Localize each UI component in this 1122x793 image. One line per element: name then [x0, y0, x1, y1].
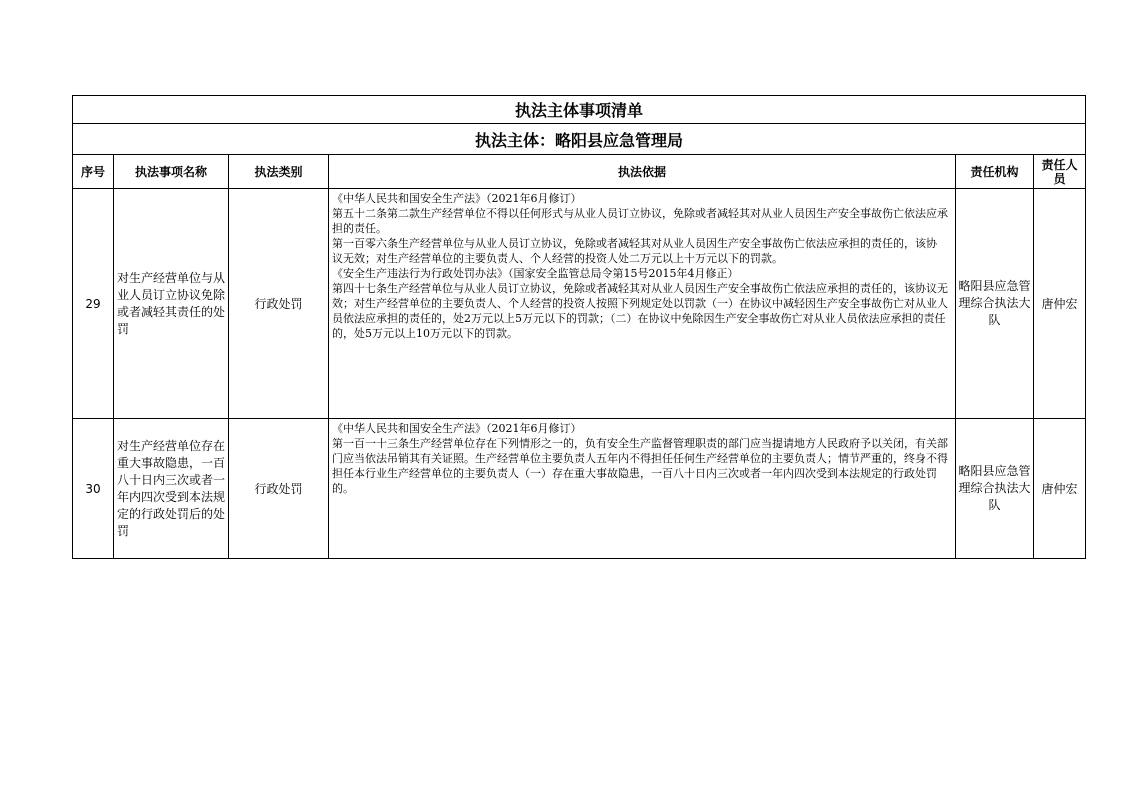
table-header-row — [73, 155, 1086, 189]
enforcement-list-table — [72, 95, 1086, 559]
row-person: 唐仲宏 — [1034, 419, 1086, 559]
table-row — [73, 419, 1086, 559]
row-item-name: 对生产经营单位与从业人员订立协议免除或者减轻其责任的处罚 — [114, 189, 229, 419]
basis-line: 《中华人民共和国安全生产法》（2021年6月修订） — [332, 422, 582, 435]
row-no: 30 — [73, 419, 114, 559]
page-subtitle: 执法主体：略阳县应急管理局 — [73, 124, 1086, 155]
basis-line: 《安全生产违法行为行政处罚办法》（国家安全监管总局令第15号2015年4月修正） — [332, 267, 739, 280]
row-org: 略阳县应急管理综合执法大队 — [956, 189, 1034, 419]
row-item-name: 对生产经营单位存在重大事故隐患，一百八十日内三次或者一年内四次受到本法规定的行政处罚后的处罚 — [114, 419, 229, 559]
row-type: 行政处罚 — [229, 419, 329, 559]
row-no: 29 — [73, 189, 114, 419]
header-basis: 执法依据 — [329, 155, 956, 189]
row-basis — [329, 189, 956, 419]
row-person: 唐仲宏 — [1034, 189, 1086, 419]
header-type: 执法类别 — [229, 155, 329, 189]
header-name: 执法事项名称 — [114, 155, 229, 189]
row-org: 略阳县应急管理综合执法大队 — [956, 419, 1034, 559]
basis-line: 第一百零六条生产经营单位与从业人员订立协议，免除或者减轻其对从业人员因生产安全事故伤亡依法应承担的责任的，该协 — [332, 237, 937, 250]
header-org: 责任机构 — [956, 155, 1034, 189]
basis-line: 《中华人民共和国安全生产法》（2021年6月修订） — [332, 192, 582, 205]
table-row — [73, 189, 1086, 419]
row-type: 行政处罚 — [229, 189, 329, 419]
basis-line: 第五十二条第二款生产经营单位不得以任何形式与从业人员订立协议，免除或者减轻其对从业人员因生产安全事故伤亡依法应承担的责任。 — [332, 207, 948, 235]
row-basis — [329, 419, 956, 559]
basis-line: 第四十七条生产经营单位与从业人员订立协议，免除或者减轻其对从业人员因生产安全事故伤亡依法应承担的责任的，该协议无效；对生产经营单位的主要负责人、个人经营的投资人按照下列规定处以罚款（一）在协议中减轻因生产安全事故伤亡对从业人员依法应承担的责任的，处2万元以上5万元以下的罚款；（二）在协议中免除因生产安全事故伤亡对从业人员依法应承担的责任的，处5万元以上10万元以下的罚款。 — [332, 282, 948, 340]
header-person: 责任人员 — [1034, 155, 1086, 189]
page-title: 执法主体事项清单 — [73, 96, 1086, 124]
basis-line: 议无效；对生产经营单位的主要负责人、个人经营的投资人处二万元以上十万元以下的罚款。 — [332, 252, 783, 265]
header-no: 序号 — [73, 155, 114, 189]
basis-line: 第一百一十三条生产经营单位存在下列情形之一的，负有安全生产监督管理职责的部门应当提请地方人民政府予以关闭，有关部门应当依法吊销其有关证照。生产经营单位主要负责人五年内不得担任任何生产经营单位的主要负责人；情节严重的，终身不得担任本行业生产经营单位的主要负责人（一）存在重大事故隐患，一百八十日内三次或者一年内四次受到本法规定的行政处罚的。 — [332, 437, 948, 495]
